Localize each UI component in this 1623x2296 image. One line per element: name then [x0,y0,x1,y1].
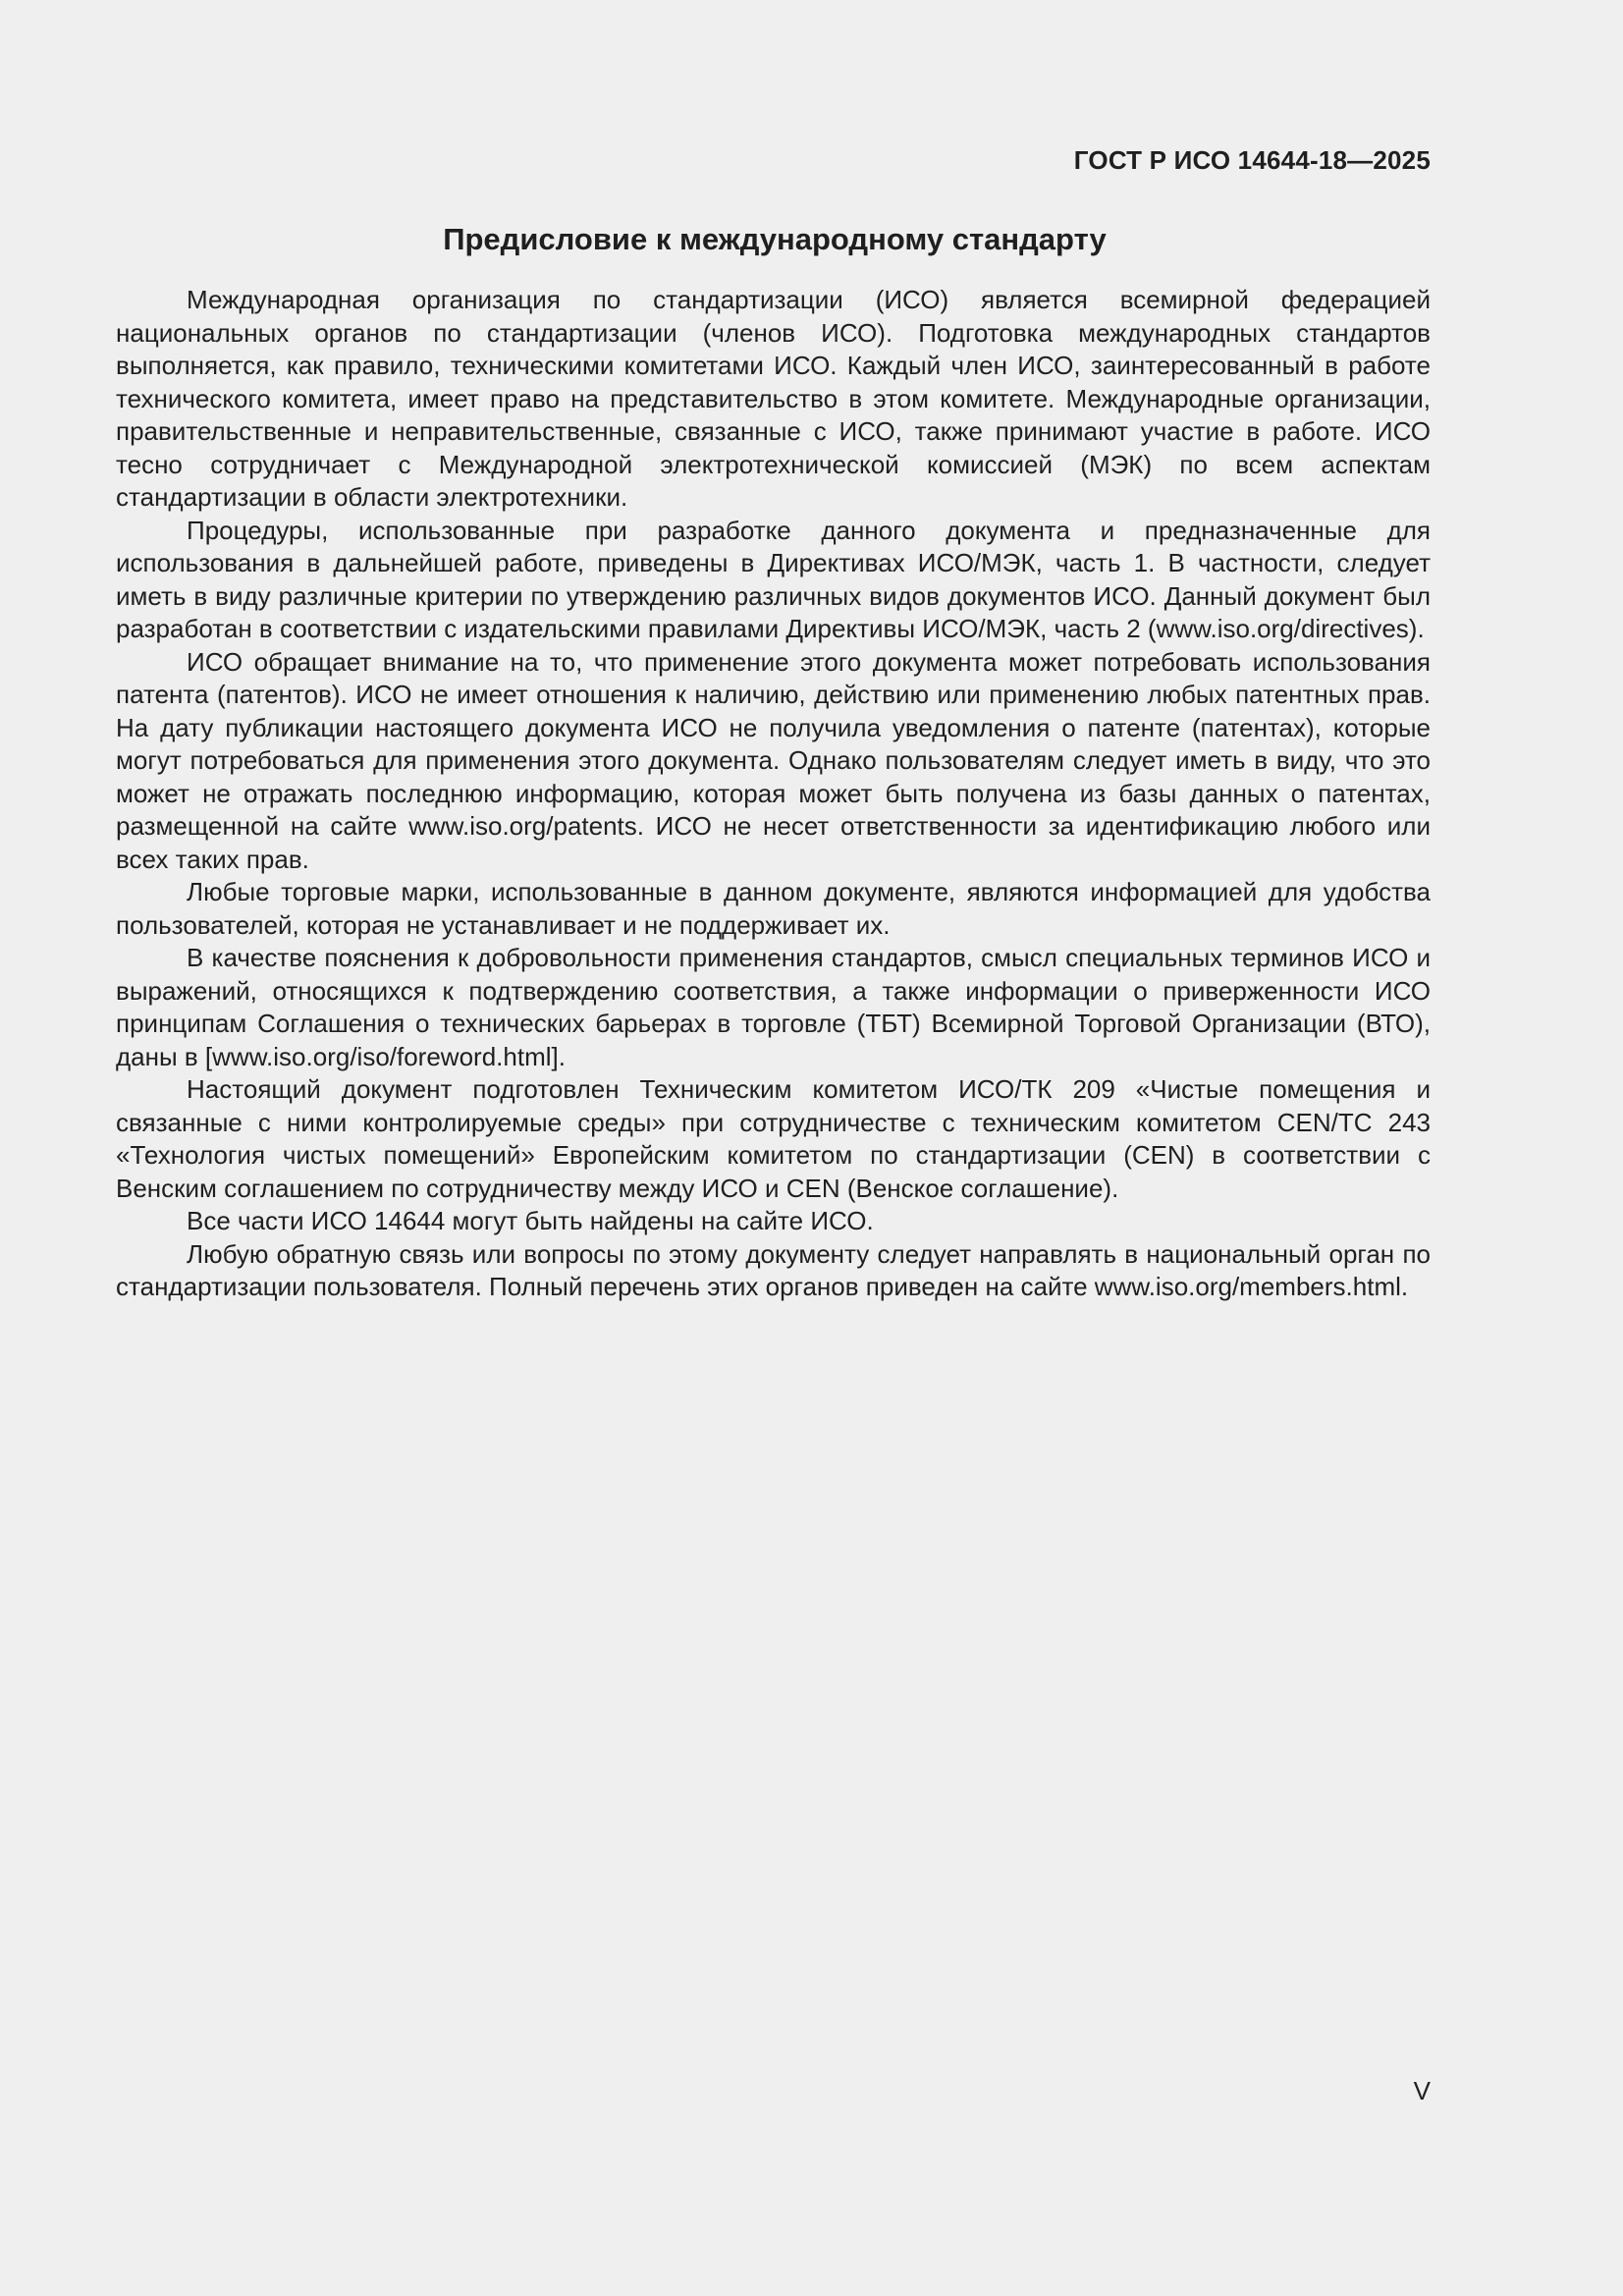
paragraph-7: Все части ИСО 14644 могут быть найдены на сайте ИСО. [187,1206,874,1235]
paragraph-6: Настоящий документ подготовлен Техническим комитетом ИСО/ТК 209 «Чистые помещения и связанные с ними контролируемые среды» при сотрудничестве с техническим комитетом CEN/TC 243 «Технология чистых помещений» Европейским комитетом по стандартизации (CEN) в соответствии с Венским соглашением по сотрудничеству между ИСО и CEN (Венское соглашение). [116,1074,1431,1203]
paragraph-2: Процедуры, использованные при разработке данного документа и предназначенные для использования в дальнейшей работе, приведены в Директивах ИСО/МЭК, часть 1. В частности, следует иметь в виду различные критерии по утверждению различных видов документов ИСО. Данный документ был разработан в соответствии с издательскими правилами Директивы ИСО/МЭК, часть 2 (www.iso.org/directives). [116,515,1431,643]
page-title: Предисловие к международному стандарту [443,222,1107,256]
paragraph-8: Любую обратную связь или вопросы по этому документу следует направлять в национальный орган по стандартизации пользователя. Полный перечень этих органов приведен на сайте www.iso.org/members.html. [116,1238,1431,1301]
document-code-header: ГОСТ Р ИСО 14644-18—2025 [1073,145,1431,175]
page-number: V [1413,2076,1431,2105]
foreword-body [116,284,1431,1304]
paragraph-5: В качестве пояснения к добровольности применения стандартов, смысл специальных терминов ИСО и выражений, относящихся к подтверждению соответствия, а также информации о приверженности ИСО принципам Соглашения о технических барьерах в торговле (ТБТ) Всемирной Торговой Организации (ВТО), даны в [www.iso.org/iso/foreword.html]. [116,943,1431,1071]
paragraph-1: Международная организация по стандартизации (ИСО) является всемирной федерацией национальных органов по стандартизации (членов ИСО). Подготовка международных стандартов выполняется, как правило, техническими комитетами ИСО. Каждый член ИСО, заинтересованный в работе технического комитета, имеет право на представительство в этом комитете. Международные организации, правительственные и неправительственные, связанные с ИСО, также принимают участие в работе. ИСО тесно сотрудничает с Международной электротехнической комиссией (МЭК) по всем аспектам стандартизации в области электротехники. [116,285,1431,512]
paragraph-3: ИСО обращает внимание на то, что применение этого документа может потребовать использования патента (патентов). ИСО не имеет отношения к наличию, действию или применению любых патентных прав. На дату публикации настоящего документа ИСО не получила уведомления о патенте (патентах), которые могут потребоваться для применения этого документа. Однако пользователям следует иметь в виду, что это может не отражать последнюю информацию, которая может быть получена из базы данных о патентах, размещенной на сайте www.iso.org/patents. ИСО не несет ответственности за идентификацию любого или всех таких прав. [116,646,1431,874]
paragraph-4: Любые торговые марки, использованные в данном документе, являются информацией для удобства пользователей, которая не устанавливает и не поддерживает их. [116,877,1431,940]
